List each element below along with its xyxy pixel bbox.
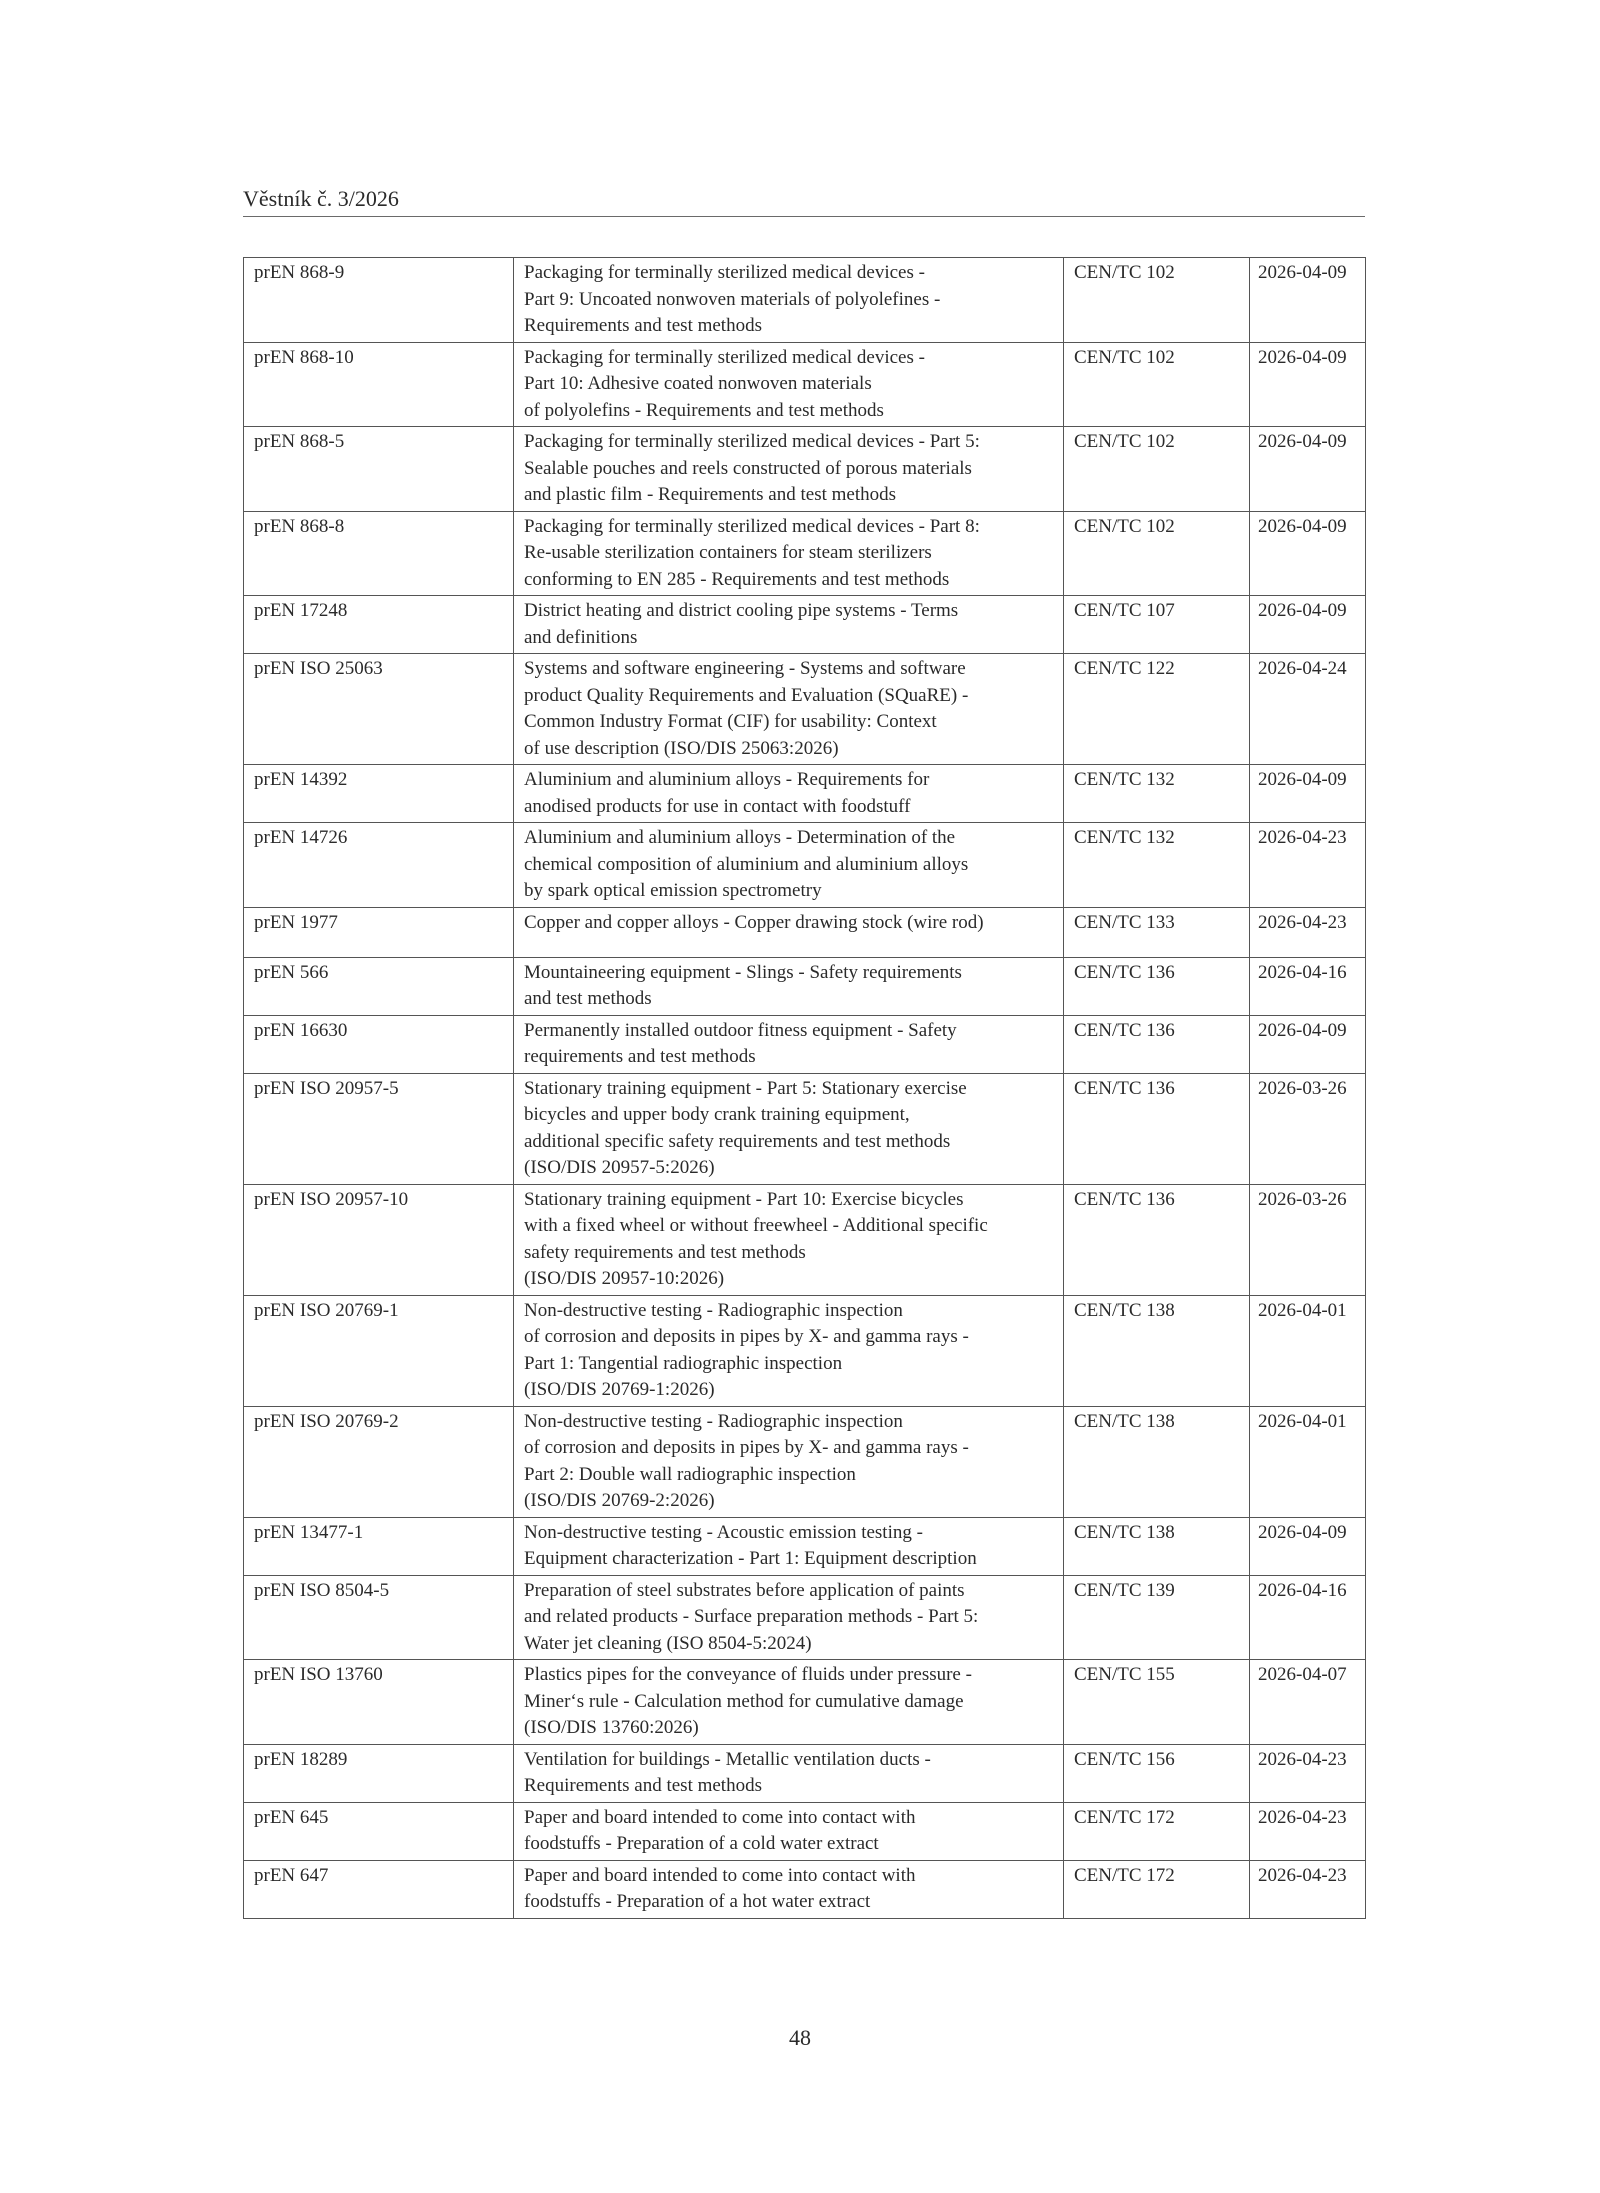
table-row [244,1802,1366,1860]
standard-title-cell [514,596,1064,654]
title-line: Common Industry Format (CIF) for usability: Context [524,711,937,732]
table-row [244,1184,1366,1295]
standard-id-cell: prEN 14392 [244,765,514,823]
standard-title-cell [514,654,1064,765]
title-line: anodised products for use in contact with foodstuff [524,795,911,817]
title-line: and definitions [524,626,638,648]
technical-committee-cell: CEN/TC 136 [1064,957,1250,1015]
standard-id-cell: prEN ISO 20769-2 [244,1406,514,1517]
technical-committee-cell: CEN/TC 172 [1064,1802,1250,1860]
technical-committee-cell: CEN/TC 155 [1064,1660,1250,1745]
bulletin-title: Věstník č. 3/2026 [243,186,399,211]
standard-title-cell [514,957,1064,1015]
title-line: Water jet cleaning (ISO 8504-5:2024) [524,1632,812,1654]
title-line: of corrosion and deposits in pipes by X- and gamma rays - [524,1437,969,1458]
title-line: Requirements and test methods [524,315,762,336]
standard-id-cell: prEN 868-10 [244,342,514,427]
standard-id-cell: prEN ISO 20957-10 [244,1184,514,1295]
technical-committee-cell: CEN/TC 132 [1064,765,1250,823]
standard-id-cell: prEN 647 [244,1860,514,1918]
deadline-date-cell: 2026-04-09 [1250,596,1366,654]
standard-title-cell [514,907,1064,957]
title-line: safety requirements and test methods [524,1241,806,1263]
title-line: product Quality Requirements and Evaluation (SQuaRE) - [524,684,969,706]
standard-title-cell [514,1517,1064,1575]
title-line: Packaging for terminally sterilized medical devices - Part 5: [524,431,980,452]
standard-id-cell: prEN 868-9 [244,258,514,343]
technical-committee-cell: CEN/TC 136 [1064,1184,1250,1295]
deadline-date-cell: 2026-04-16 [1250,1575,1366,1660]
standard-title-cell [514,342,1064,427]
table-row [244,427,1366,512]
deadline-date-cell: 2026-04-23 [1250,1744,1366,1802]
title-line: District heating and district cooling pipe systems - Terms [524,600,959,621]
deadline-date-cell: 2026-03-26 [1250,1073,1366,1184]
standard-title-cell [514,1184,1064,1295]
standard-title-cell [514,511,1064,596]
page-number: 48 [789,2025,811,2050]
title-line: Paper and board intended to come into contact with [524,1864,916,1886]
standard-id-cell: prEN 868-8 [244,511,514,596]
title-line: Ventilation for buildings - Metallic ventilation ducts - [524,1748,931,1770]
standard-id-cell: prEN ISO 25063 [244,654,514,765]
deadline-date-cell: 2026-04-07 [1250,1660,1366,1745]
title-line: with a fixed wheel or without freewheel - Additional specific [524,1215,988,1236]
table-row [244,1517,1366,1575]
title-line: (ISO/DIS 20769-1:2026) [524,1379,715,1400]
standards-table-body [244,258,1366,1919]
title-line: Packaging for terminally sterilized medical devices - Part 8: [524,515,980,537]
title-line: Non-destructive testing - Radiographic inspection [524,1410,903,1432]
technical-committee-cell: CEN/TC 136 [1064,1015,1250,1073]
technical-committee-cell: CEN/TC 107 [1064,596,1250,654]
title-line: Permanently installed outdoor fitness equipment - Safety [524,1019,957,1041]
technical-committee-cell: CEN/TC 102 [1064,258,1250,343]
deadline-date-cell: 2026-04-09 [1250,1517,1366,1575]
title-line: by spark optical emission spectrometry [524,880,822,901]
deadline-date-cell: 2026-04-23 [1250,823,1366,908]
technical-committee-cell: CEN/TC 132 [1064,823,1250,908]
title-line: Requirements and test methods [524,1775,762,1796]
title-line: (ISO/DIS 20769-2:2026) [524,1490,715,1511]
deadline-date-cell: 2026-04-01 [1250,1406,1366,1517]
table-row [244,1073,1366,1184]
standard-title-cell [514,1660,1064,1745]
standard-title-cell [514,1295,1064,1406]
title-line: (ISO/DIS 20957-5:2026) [524,1157,715,1178]
technical-committee-cell: CEN/TC 122 [1064,654,1250,765]
page-header [243,186,1365,217]
standard-id-cell: prEN 566 [244,957,514,1015]
standard-id-cell: prEN ISO 8504-5 [244,1575,514,1660]
standard-id-cell: prEN 17248 [244,596,514,654]
page-footer [0,2025,1600,2051]
deadline-date-cell: 2026-04-23 [1250,1860,1366,1918]
title-line: of corrosion and deposits in pipes by X- and gamma rays - [524,1326,969,1347]
standard-title-cell [514,258,1064,343]
deadline-date-cell: 2026-04-09 [1250,511,1366,596]
standard-title-cell [514,1744,1064,1802]
standard-id-cell: prEN ISO 20957-5 [244,1073,514,1184]
standard-id-cell: prEN 645 [244,1802,514,1860]
title-line: conforming to EN 285 - Requirements and test methods [524,568,950,590]
table-row [244,654,1366,765]
technical-committee-cell: CEN/TC 138 [1064,1517,1250,1575]
standard-id-cell: prEN 1977 [244,907,514,957]
table-row [244,765,1366,823]
title-line: chemical composition of aluminium and aluminium alloys [524,853,969,875]
title-line: (ISO/DIS 20957-10:2026) [524,1268,725,1289]
standard-id-cell: prEN 13477-1 [244,1517,514,1575]
standard-title-cell [514,765,1064,823]
table-row [244,823,1366,908]
standard-id-cell: prEN ISO 13760 [244,1660,514,1745]
deadline-date-cell: 2026-04-09 [1250,1015,1366,1073]
title-line: Aluminium and aluminium alloys - Determination of the [524,827,956,848]
table-row [244,1295,1366,1406]
title-line: of polyolefins - Requirements and test methods [524,399,884,421]
title-line: Part 10: Adhesive coated nonwoven materials [524,373,872,394]
table-row [244,1860,1366,1918]
technical-committee-cell: CEN/TC 102 [1064,342,1250,427]
deadline-date-cell: 2026-04-23 [1250,907,1366,957]
title-line: Stationary training equipment - Part 5: Stationary exercise [524,1077,967,1099]
technical-committee-cell: CEN/TC 138 [1064,1406,1250,1517]
title-line: Packaging for terminally sterilized medical devices - [524,346,925,368]
table-row [244,1015,1366,1073]
title-line: Re-usable sterilization containers for steam sterilizers [524,542,932,563]
technical-committee-cell: CEN/TC 133 [1064,907,1250,957]
technical-committee-cell: CEN/TC 138 [1064,1295,1250,1406]
title-line: foodstuffs - Preparation of a hot water extract [524,1891,871,1912]
standard-title-cell [514,1015,1064,1073]
title-line: Equipment characterization - Part 1: Equipment description [524,1548,977,1569]
title-line: Plastics pipes for the conveyance of fluids under pressure - [524,1664,972,1685]
standards-table [243,257,1366,1919]
technical-committee-cell: CEN/TC 172 [1064,1860,1250,1918]
standard-title-cell [514,1406,1064,1517]
title-line: Aluminium and aluminium alloys - Requirements for [524,769,930,790]
standard-id-cell: prEN 16630 [244,1015,514,1073]
title-line: foodstuffs - Preparation of a cold water extract [524,1833,879,1854]
table-row [244,1406,1366,1517]
table-row [244,511,1366,596]
title-line: Packaging for terminally sterilized medical devices - [524,262,925,283]
deadline-date-cell: 2026-04-09 [1250,258,1366,343]
standard-title-cell [514,1575,1064,1660]
title-line: Systems and software engineering - Systems and software [524,658,966,679]
title-line: and test methods [524,988,652,1009]
technical-committee-cell: CEN/TC 102 [1064,511,1250,596]
standard-id-cell: prEN 868-5 [244,427,514,512]
deadline-date-cell: 2026-04-24 [1250,654,1366,765]
technical-committee-cell: CEN/TC 102 [1064,427,1250,512]
standard-title-cell [514,427,1064,512]
deadline-date-cell: 2026-04-16 [1250,957,1366,1015]
title-line: Part 9: Uncoated nonwoven materials of polyolefines - [524,288,941,310]
title-line: Part 1: Tangential radiographic inspection [524,1352,843,1374]
deadline-date-cell: 2026-04-23 [1250,1802,1366,1860]
title-line: Preparation of steel substrates before application of paints [524,1579,965,1601]
technical-committee-cell: CEN/TC 136 [1064,1073,1250,1184]
standard-id-cell: prEN 14726 [244,823,514,908]
title-line: (ISO/DIS 13760:2026) [524,1717,699,1738]
table-row [244,1744,1366,1802]
title-line: requirements and test methods [524,1046,756,1067]
deadline-date-cell: 2026-04-09 [1250,427,1366,512]
title-line: and plastic film - Requirements and test methods [524,484,897,505]
standard-id-cell: prEN 18289 [244,1744,514,1802]
standard-title-cell [514,1802,1064,1860]
title-line: Mountaineering equipment - Slings - Safety requirements [524,961,962,983]
standard-title-cell [514,1073,1064,1184]
title-line: Non-destructive testing - Radiographic inspection [524,1299,903,1321]
title-line: Stationary training equipment - Part 10: Exercise bicycles [524,1188,964,1210]
title-line: Non-destructive testing - Acoustic emission testing - [524,1521,923,1543]
standard-id-cell: prEN ISO 20769-1 [244,1295,514,1406]
deadline-date-cell: 2026-04-09 [1250,765,1366,823]
deadline-date-cell: 2026-04-09 [1250,342,1366,427]
table-row [244,957,1366,1015]
table-row [244,258,1366,343]
title-line: Part 2: Double wall radiographic inspection [524,1463,856,1485]
title-line: of use description (ISO/DIS 25063:2026) [524,737,839,759]
table-row [244,342,1366,427]
table-row [244,907,1366,957]
deadline-date-cell: 2026-04-01 [1250,1295,1366,1406]
table-row [244,1660,1366,1745]
title-line: Miner‘s rule - Calculation method for cumulative damage [524,1690,964,1712]
title-line: bicycles and upper body crank training equipment, [524,1104,910,1125]
deadline-date-cell: 2026-03-26 [1250,1184,1366,1295]
title-line: Sealable pouches and reels constructed of porous materials [524,457,972,479]
title-line: and related products - Surface preparation methods - Part 5: [524,1606,979,1627]
standard-title-cell [514,823,1064,908]
title-line: Copper and copper alloys - Copper drawing stock (wire rod) [524,911,984,933]
title-line: Paper and board intended to come into contact with [524,1806,916,1828]
technical-committee-cell: CEN/TC 139 [1064,1575,1250,1660]
table-row [244,596,1366,654]
standard-title-cell [514,1860,1064,1918]
table-row [244,1575,1366,1660]
title-line: additional specific safety requirements and test methods [524,1130,951,1152]
technical-committee-cell: CEN/TC 156 [1064,1744,1250,1802]
